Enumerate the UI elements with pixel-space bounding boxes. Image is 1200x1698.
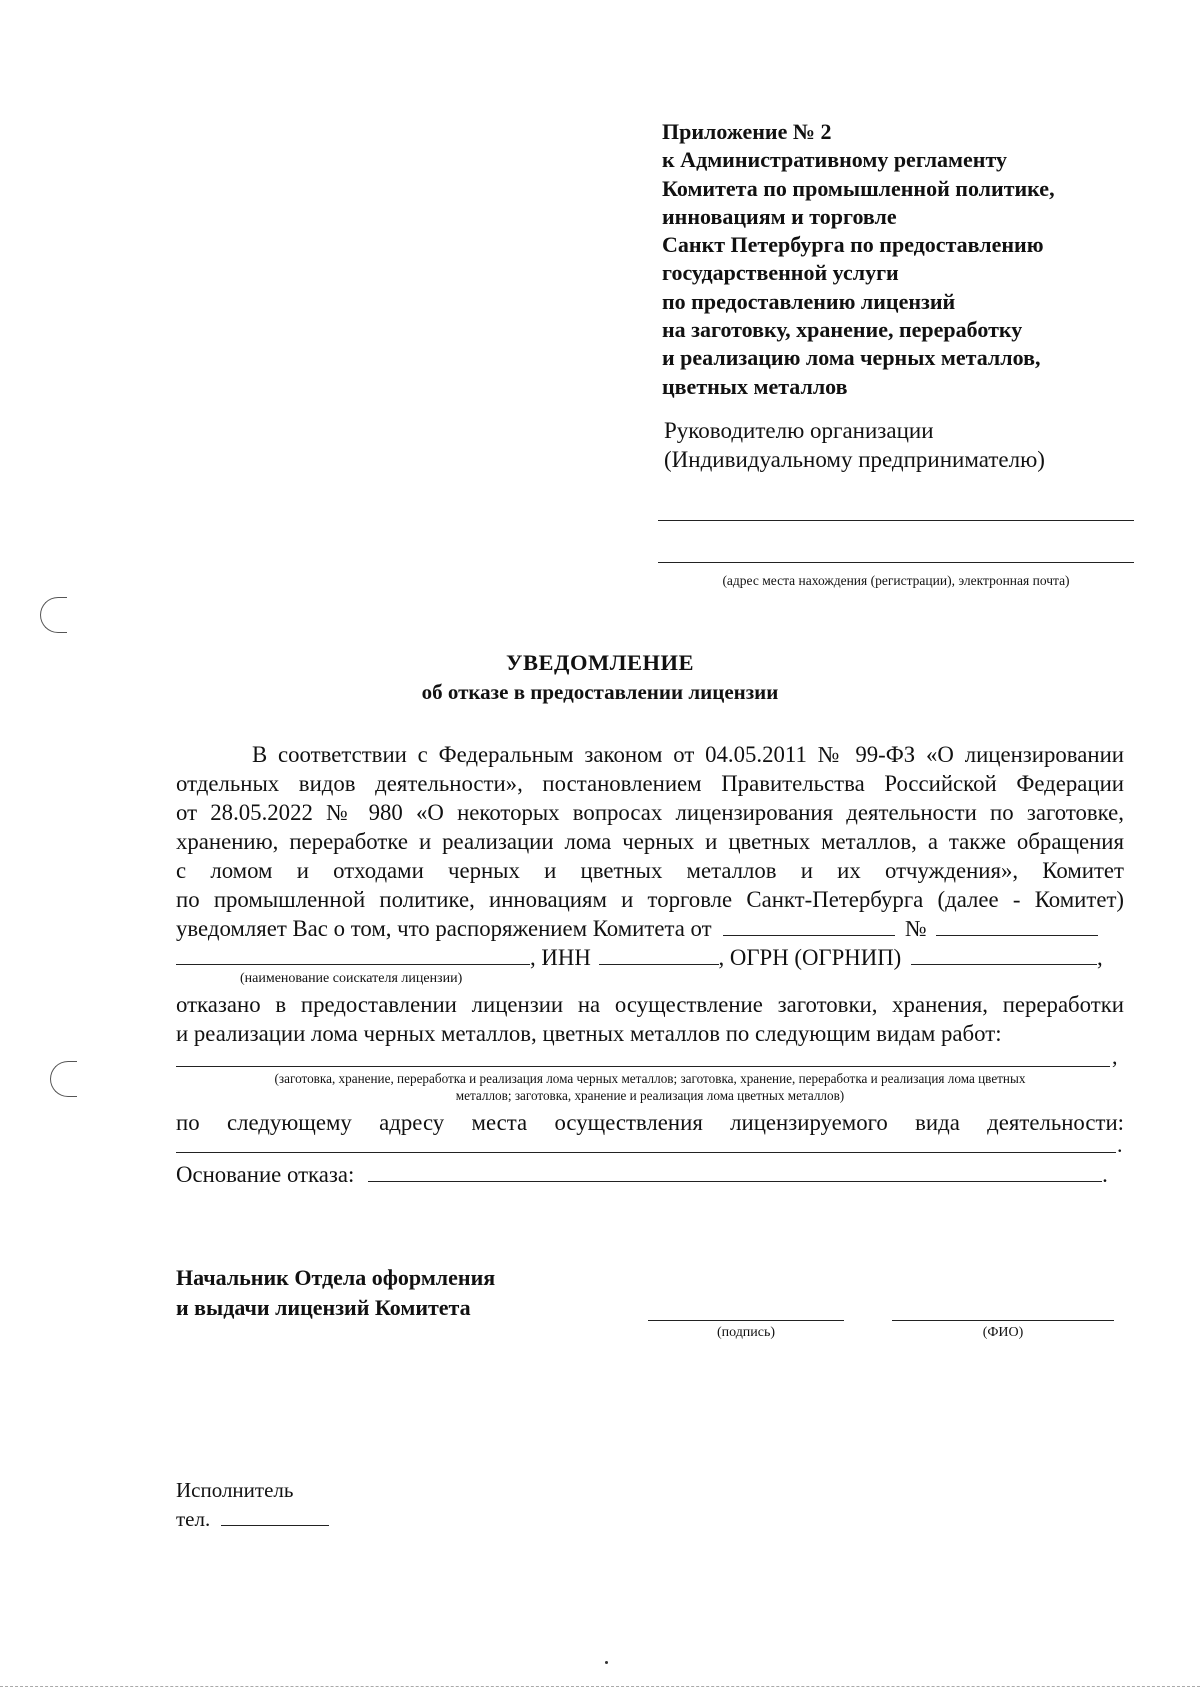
refused-paragraph — [176, 990, 1124, 1048]
document-title: УВЕДОМЛЕНИЕ — [505, 650, 695, 675]
ogrn-label: , ОГРН (ОГРНИП) — [718, 945, 902, 970]
paragraph-line: В соответствии с Федеральным законом от 04.05.2011 № 99-ФЗ «О лицензировании — [252, 742, 1124, 767]
address-paragraph — [176, 1108, 1124, 1137]
addressee-name-field[interactable] — [658, 520, 1134, 521]
appendix-line: Комитета по промышленной политике, — [662, 175, 1055, 201]
appendix-line: на заготовку, хранение, переработку — [662, 317, 1023, 343]
signatory-title-line: Начальник Отдела оформления — [176, 1265, 496, 1290]
executor-phone-row — [176, 1505, 329, 1534]
order-date-field[interactable] — [723, 915, 895, 936]
appendix-line: инновациям и торговле — [662, 203, 897, 229]
full-name-field[interactable] — [892, 1320, 1114, 1321]
phone-field[interactable] — [221, 1505, 329, 1526]
full-name-caption: (ФИО) — [982, 1325, 1024, 1340]
addressee-line: (Индивидуальному предпринимателю) — [664, 447, 1045, 472]
ogrn-field[interactable] — [911, 944, 1097, 965]
paragraph-line: отдельных видов деятельности», постановлением Правительства Российской Федерации — [176, 771, 1124, 796]
address-period: . — [1117, 1132, 1123, 1157]
inn-field[interactable] — [599, 944, 719, 965]
appendix-line: по предоставлению лицензий — [662, 288, 956, 314]
scan-speck — [605, 1661, 608, 1664]
executor-label: Исполнитель — [176, 1478, 294, 1502]
executor-block — [176, 1476, 329, 1534]
work-types-comma: , — [1112, 1044, 1118, 1069]
paragraph-line: и реализации лома черных металлов, цветных металлов по следующим видам работ: — [176, 1021, 1002, 1046]
paragraph-line: от 28.05.2022 № 980 «О некоторых вопросах лицензирования деятельности по заготовке, — [176, 800, 1124, 825]
signatory-title-line: и выдачи лицензий Комитета — [176, 1295, 471, 1320]
signature-caption: (подпись) — [716, 1325, 776, 1340]
appendix-block — [662, 118, 1055, 401]
addressee-block — [664, 416, 1045, 474]
work-types-caption: металлов; заготовка, хранение и реализация лома цветных металлов) — [455, 1088, 845, 1103]
inn-label: , ИНН — [530, 945, 591, 970]
work-types-caption: (заготовка, хранение, переработка и реализация лома черных металлов; заготовка, хранение, переработка и реализация лома цветных — [274, 1071, 1026, 1086]
applicant-name-field[interactable] — [176, 944, 530, 965]
activity-address-field[interactable] — [176, 1152, 1116, 1153]
reason-period: . — [1102, 1162, 1108, 1187]
applicant-caption: (наименование соискателя лицензии) — [240, 971, 463, 986]
paragraph-line: с ломом и отходами черных и цветных металлов и их отчуждения», Комитет — [176, 858, 1124, 883]
signatory-title — [176, 1263, 495, 1323]
address-caption: (адрес места нахождения (регистрации), электронная почта) — [722, 573, 1070, 588]
punch-hole-mark — [50, 1061, 77, 1097]
reason-label: Основание отказа: — [176, 1162, 355, 1187]
notify-text: уведомляет Вас о том, что распоряжением Комитета от — [176, 916, 712, 941]
appendix-line: Санкт Петербурга по предоставлению — [662, 232, 1044, 258]
reason-field[interactable] — [368, 1161, 1102, 1182]
applicant-row — [176, 943, 1124, 972]
notice-paragraph — [176, 740, 1124, 914]
trailing-comma: , — [1096, 945, 1103, 970]
work-types-field[interactable] — [176, 1066, 1110, 1067]
scan-edge — [0, 1686, 1200, 1687]
paragraph-line: хранению, переработке и реализации лома черных и цветных металлов, а также обращения — [176, 829, 1124, 854]
addressee-line: Руководителю организации — [664, 418, 934, 443]
addressee-address-field[interactable] — [658, 562, 1134, 563]
paragraph-line: по промышленной политике, инновациям и торговле Санкт-Петербурга (далее - Комитет) — [176, 887, 1124, 912]
appendix-line: цветных металлов — [662, 373, 848, 399]
appendix-line: к Административному регламенту — [662, 147, 1007, 173]
signature-field[interactable] — [648, 1320, 844, 1321]
appendix-line: Приложение № 2 — [662, 119, 832, 144]
number-sign: № — [905, 916, 927, 941]
paragraph-line: по следующему адресу места осуществления лицензируемого вида деятельности: — [176, 1110, 1124, 1135]
document-subtitle: об отказе в предоставлении лицензии — [421, 680, 779, 704]
punch-hole-mark — [40, 597, 67, 633]
order-number-field[interactable] — [936, 915, 1098, 936]
notify-row — [176, 914, 1124, 943]
paragraph-line: отказано в предоставлении лицензии на осуществление заготовки, хранения, переработки — [176, 992, 1124, 1017]
reason-row — [176, 1160, 1124, 1189]
appendix-line: государственной услуги — [662, 260, 899, 286]
appendix-line: и реализацию лома черных металлов, — [662, 345, 1041, 371]
phone-label: тел. — [176, 1507, 211, 1531]
